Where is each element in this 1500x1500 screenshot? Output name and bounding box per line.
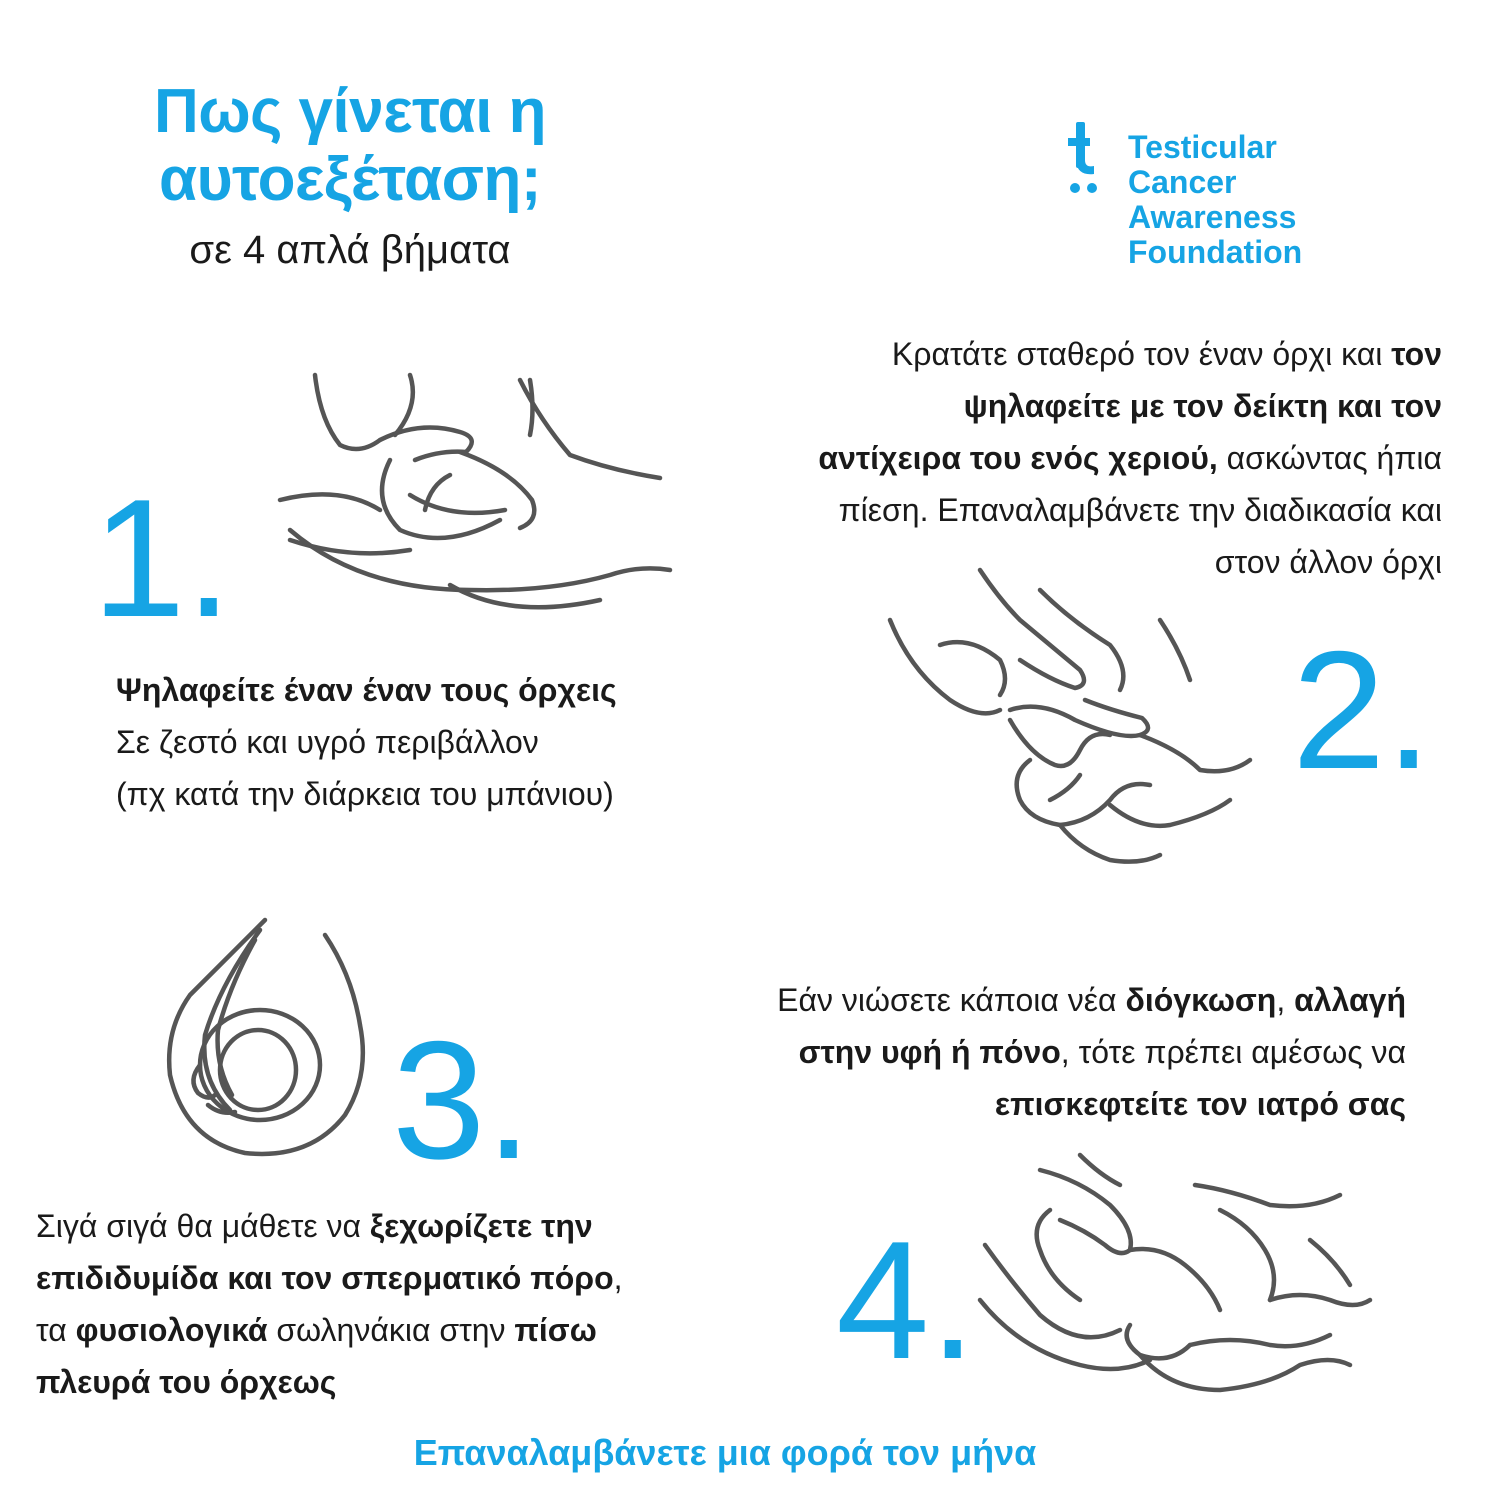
step-2-line-5-a: στον άλλον όρχι [1214,544,1442,580]
step-4-line-1-c: , [1276,982,1295,1018]
step-3-text [36,1200,623,1408]
step-3-line-3 [36,1304,623,1356]
step-3-line-1-a: Σιγά σιγά θα μάθετε να [36,1208,370,1244]
hands-holding-testicle-illustration [270,360,680,630]
title-line-1: Πως γίνεται η [153,77,547,146]
step-2-line-3-b: αντίχειρα του ενός χεριού, [818,440,1218,476]
step-2-line-2-b: ψηλαφείτε με τον δείκτη και τον [963,388,1442,424]
step-1-line-3 [116,768,617,820]
step-2-line-1 [818,328,1442,380]
step-4-line-1-d: αλλαγή [1294,982,1406,1018]
step-3-line-3-b: φυσιολογικά [75,1312,268,1348]
step-2-line-1-a: Κρατάτε σταθερό τον έναν όρχι και [891,336,1392,372]
step-3-line-4 [36,1356,623,1408]
step-3-line-1-b: ξεχωρίζετε την [369,1208,593,1244]
step-3-line-2 [36,1252,623,1304]
title-line-2: αυτοεξέταση; [158,145,541,214]
step-1-number: 1. [92,464,233,652]
step-3-line-2-b: επιδιδυμίδα και τον σπερματικό πόρο [36,1260,614,1296]
step-3-line-3-c: σωληνάκια στην [267,1312,515,1348]
step-3-line-3-e: πίσω [514,1312,597,1348]
step-1-line-2 [116,716,617,768]
step-1-text [116,664,617,820]
step-3-number: 3. [392,1006,533,1194]
step-4-number: 4. [836,1206,977,1394]
step-4-line-2-b: στην υφή ή πόνο [798,1034,1061,1070]
step-2-line-1-b: τον [1391,336,1442,372]
testicle-anatomy-illustration [160,915,380,1160]
fingers-examining-testicle-illustration [880,560,1270,870]
step-2-text [818,328,1442,588]
logo-line-2: Cancer [1128,164,1237,200]
step-3-line-2-c: , [613,1260,623,1296]
step-4-line-3 [777,1078,1406,1130]
step-4-text [777,974,1406,1130]
step-2-number: 2. [1292,616,1433,804]
step-3-line-4-b: πλευρά του όρχεως [36,1364,337,1400]
step-3-line-1 [36,1200,623,1252]
t-dots-logo-icon [1068,118,1112,198]
logo-wordmark [1128,130,1302,270]
step-4-line-1-b: διόγκωση [1125,982,1277,1018]
logo-line-4: Foundation [1128,234,1303,270]
step-1-line-1 [116,664,617,716]
step-4-line-1 [777,974,1406,1026]
step-2-line-2 [818,380,1442,432]
step-3-line-3-a: τα [36,1312,76,1348]
step-4-line-1-a: Εάν νιώσετε κάποια νέα [777,982,1126,1018]
step-2-line-4-a: πίεση. Επαναλαμβάνετε την διαδικασία και [838,492,1442,528]
step-4-line-3-b: επισκεφτείτε τον ιατρό σας [994,1086,1406,1122]
footer-reminder: Επαναλαμβάνετε μια φορά τον μήνα [413,1432,1037,1473]
step-1-line-1-b: Ψηλαφείτε έναν έναν τους όρχεις [116,672,617,708]
step-1-line-3-a: (πχ κατά την διάρκεια του μπάνιου) [116,776,614,812]
step-2-line-3-c: ασκώντας ήπια [1217,440,1442,476]
logo-line-1: Testicular [1128,129,1277,165]
logo-line-3: Awareness [1128,199,1297,235]
hands-feeling-testicle-illustration [970,1150,1390,1400]
page-subtitle: σε 4 απλά βήματα [189,228,511,272]
step-2-line-4 [818,484,1442,536]
step-2-line-3 [818,432,1442,484]
step-4-line-2-c: , τότε πρέπει αμέσως να [1060,1034,1406,1070]
page-title [0,78,700,214]
step-1-line-2-a: Σε ζεστό και υγρό περιβάλλον [116,724,539,760]
step-4-line-2 [777,1026,1406,1078]
